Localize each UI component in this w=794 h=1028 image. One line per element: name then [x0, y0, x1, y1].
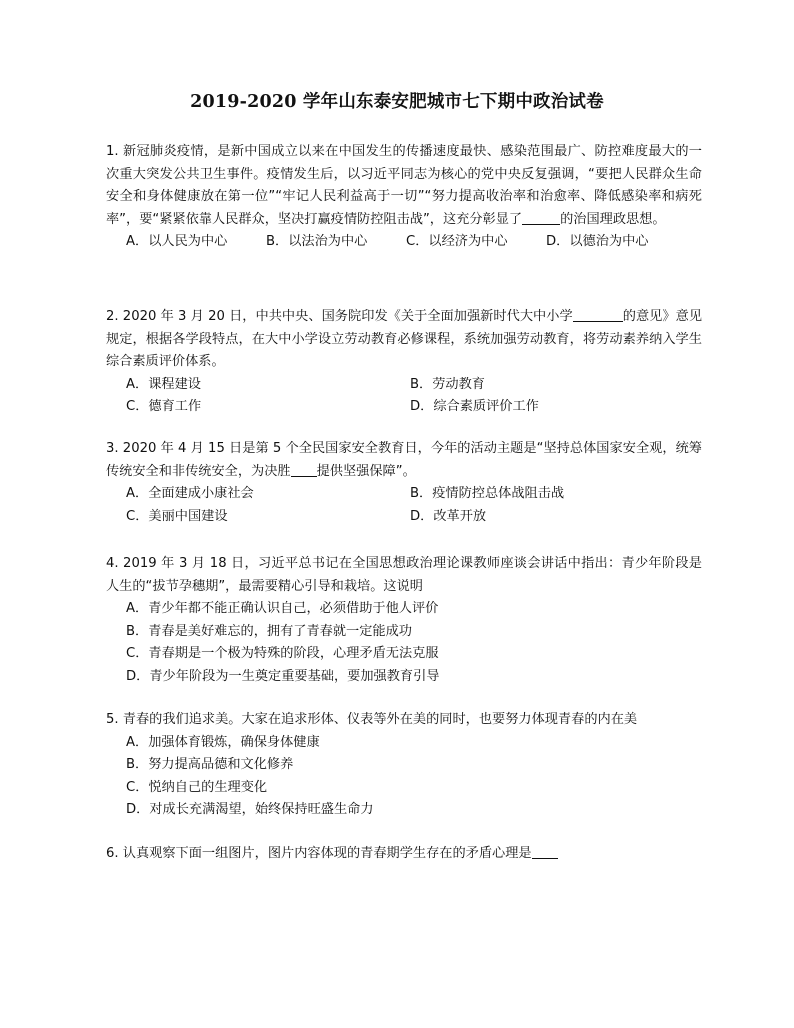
option-b: B．努力提高品德和文化修养 — [126, 757, 294, 772]
question-text-continued: 提供坚强保障”。 — [316, 463, 416, 479]
option-a: A．课程建设 — [126, 376, 201, 392]
answer-blank — [532, 844, 558, 859]
answer-blank — [573, 307, 623, 322]
option-d: D．综合素质评价工作 — [410, 399, 539, 414]
option-a: A．全面建成小康社会 — [126, 486, 254, 501]
question-text-continued: 的治国理政思想。 — [560, 211, 666, 227]
document-title: 2019-2020 学年山东泰安肥城市七下期中政治试卷 — [190, 92, 604, 112]
question-text-continued: 的意见》意见规定，根据各学段特点，在大中小学设立劳动教育必修课程，系统加强劳动教育，将劳动素养纳入学生综合素质评价体系。 — [106, 309, 703, 369]
question-stem — [106, 141, 702, 231]
question-2 — [106, 306, 702, 419]
answer-blank — [522, 210, 560, 225]
question-text: 2. 2020 年 3 月 20 日，中共中央、国务院印发《关于全面加强新时代大中小学 — [106, 309, 573, 324]
question-5 — [106, 709, 702, 822]
question-3 — [106, 438, 702, 528]
option-d: D．以德治为中心 — [546, 234, 649, 249]
answer-blank — [291, 462, 317, 477]
option-d: D．对成长充满渴望，始终保持旺盛生命力 — [126, 802, 374, 817]
option-c: C．美丽中国建设 — [126, 508, 228, 524]
option-b: B．劳动教育 — [410, 376, 485, 392]
option-b: B．疫情防控总体战阻击战 — [410, 486, 565, 501]
question-text: 4. 2019 年 3 月 18 日，习近平总书记在全国思想政治理论课教师座谈会讲话中指出：青少年阶段是人生的“拔节孕穗期”，最需要精心引导和栽培。这说明 — [106, 556, 702, 594]
question-stem — [106, 438, 702, 483]
option-b: B．青春是美好难忘的，拥有了青春就一定能成功 — [126, 623, 412, 639]
options — [106, 231, 702, 254]
question-text: 3. 2020 年 4 月 15 日是第 5 个全民国家安全教育日，今年的活动主题是“坚持总体国家安全观，统筹传统安全和非传统安全，为决胜 — [106, 441, 702, 479]
options — [106, 598, 702, 688]
question-text: 6. 认真观察下面一组图片，图片内容体现的青春期学生存在的矛盾心理是 — [106, 846, 532, 861]
question-stem — [106, 843, 702, 866]
options — [106, 374, 702, 419]
question-text: 1. 新冠肺炎疫情，是新中国成立以来在中国发生的传播速度最快、感染范围最广、防控难度最大的一次重大突发公共卫生事件。疫情发生后，以习近平同志为核心的党中央反复强调，“要把人民群众生命安全和身体健康放在第一位”“牢记人民利益高于一切”“努力提高收治率和治愈率、降低感染率和病死率”，要“紧紧依靠人民群众，坚决打赢疫情防控阻击战”，这充分彰显了 — [106, 144, 702, 227]
question-text: 5. 青春的我们追求美。大家在追求形体、仪表等外在美的同时，也要努力体现青春的内在美 — [106, 712, 638, 727]
option-c: C．德育工作 — [126, 399, 202, 414]
option-b: B．以法治为中心 — [266, 234, 368, 249]
option-a: A．加强体育锻炼，确保身体健康 — [126, 734, 320, 750]
options — [106, 732, 702, 822]
option-a: A．青少年都不能正确认识自己，必须借助于他人评价 — [126, 601, 439, 616]
option-c: C．以经济为中心 — [406, 234, 508, 249]
question-4 — [106, 553, 702, 688]
question-stem — [106, 553, 702, 598]
option-d: D．改革开放 — [410, 508, 487, 524]
question-1 — [106, 141, 702, 254]
option-a: A．以人民为中心 — [126, 234, 228, 249]
question-stem — [106, 306, 702, 374]
question-6 — [106, 843, 702, 866]
question-stem — [106, 709, 702, 732]
options — [106, 483, 702, 528]
option-c: C．悦纳自己的生理变化 — [126, 779, 268, 795]
option-d: D．青少年阶段为一生奠定重要基础，要加强教育引导 — [126, 668, 440, 684]
option-c: C．青春期是一个极为特殊的阶段，心理矛盾无法克服 — [126, 646, 439, 661]
